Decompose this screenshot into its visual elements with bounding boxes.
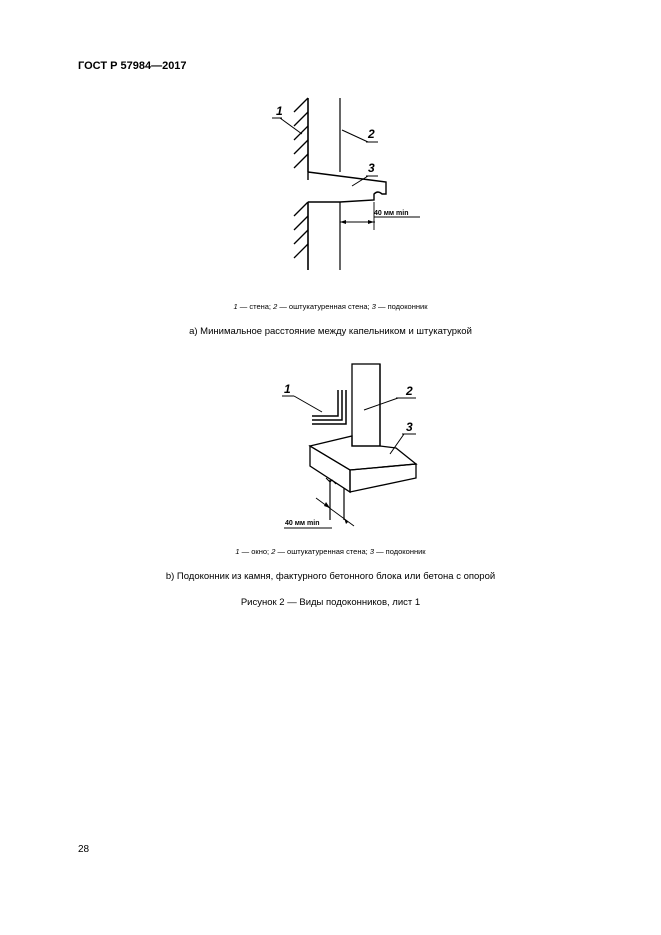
figure-a-legend: 1 — стена; 2 — оштукатуренная стена; 3 — подоконник	[233, 302, 428, 311]
figure-a-dimension: 40 мм min	[374, 210, 409, 217]
figure-b-label-2: 2	[406, 384, 413, 398]
figure-b-legend: 1 — окно; 2 — оштукатуренная стена; 3 — подоконник	[235, 547, 426, 556]
figure-a-label-3: 3	[368, 161, 375, 175]
figure-a-label-1: 1	[276, 104, 283, 118]
document-header: ГОСТ Р 57984—2017	[78, 60, 187, 72]
figure-b-caption: b) Подоконник из камня, фактурного бетонного блока или бетона с опорой	[165, 571, 496, 582]
figure-a-label-2: 2	[368, 127, 375, 141]
figure-b-drawing	[270, 360, 440, 535]
figure-a-drawing	[250, 90, 430, 280]
figure-b-label-1: 1	[284, 382, 291, 396]
figure-b-dimension: 40 мм min	[285, 520, 320, 527]
page-number: 28	[78, 844, 90, 855]
figure-title: Рисунок 2 — Виды подоконников, лист 1	[240, 597, 421, 608]
figure-b-label-3: 3	[406, 420, 413, 434]
figure-a-caption: а) Минимальное расстояние между капельником и штукатуркой	[189, 326, 472, 337]
